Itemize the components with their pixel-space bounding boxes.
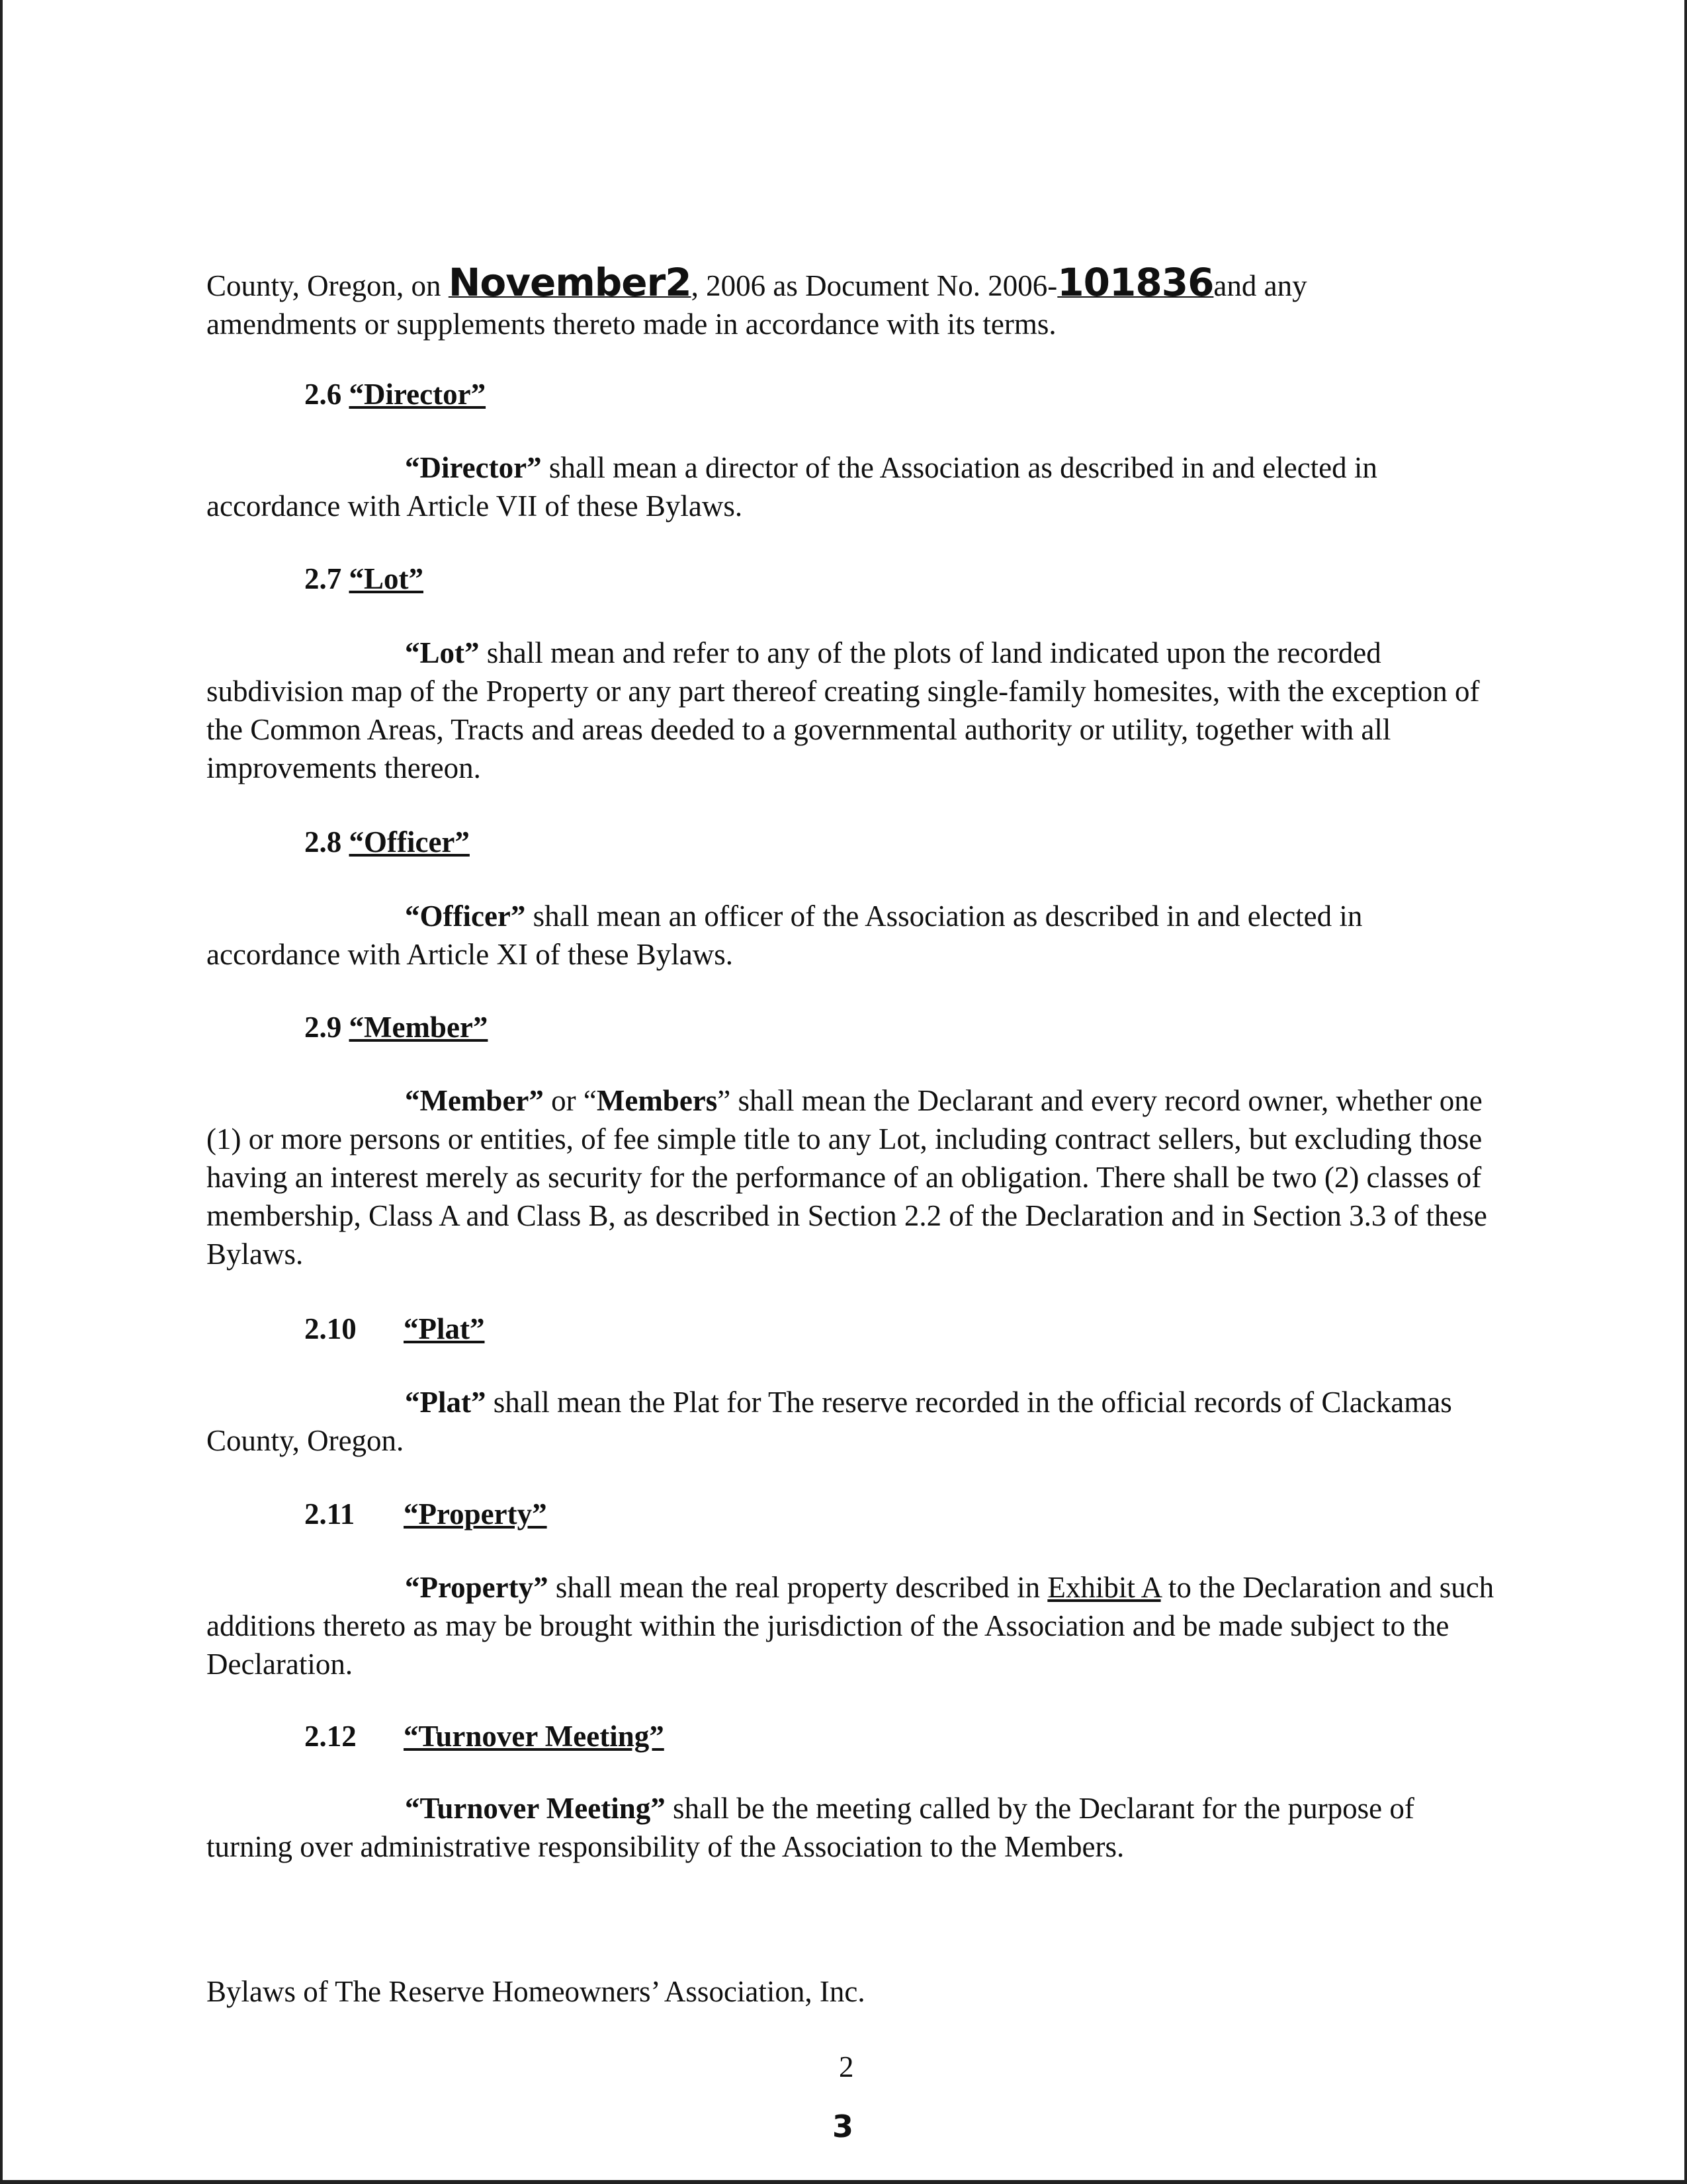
section-number: 2.11 — [304, 1497, 355, 1531]
definition-text: shall mean a director of the Association as described in and elected in accordance with Article VII of these Bylaws. — [206, 451, 1377, 523]
section-heading-property — [304, 1495, 547, 1533]
section-number: 2.7 — [304, 562, 342, 595]
section-number: 2.10 — [304, 1312, 357, 1345]
intro-text-b: , 2006 as Document No. 2006- — [691, 269, 1058, 302]
definition-text-b: to the Declaration and such additions thereto as may be brought within the jurisdiction of the Association and be made subject to the Declaration. — [206, 1571, 1494, 1681]
defined-term: “Member” — [405, 1084, 544, 1117]
intro-text-c: and any — [1213, 269, 1307, 302]
definition-text: ” shall mean the Declarant and every record owner, whether one (1) or more persons or entities, of fee simple title to any Lot, including contract sellers, but excluding those having an interest merely as security for the performance of an obligation. There shall be two (2) classes of membership, Class A and Class B, as described in Section 2.2 of the Declaration and in Section 3.3 of these Bylaws. — [206, 1084, 1487, 1271]
section-body-lot — [206, 634, 1500, 787]
section-body-officer — [206, 897, 1500, 974]
section-body-plat — [206, 1383, 1500, 1460]
intro-text-a: County, Oregon, on — [206, 269, 449, 302]
section-title: “Officer” — [349, 825, 470, 859]
scan-border-left — [0, 0, 3, 2184]
definition-text-mid: or “ — [543, 1084, 597, 1117]
handwritten-document-number: 101836 — [1057, 260, 1214, 305]
section-number: 2.9 — [304, 1011, 342, 1044]
defined-term-plural: Members — [596, 1084, 718, 1117]
definition-text: shall mean the Plat for The reserve recorded in the official records of Clackamas County, Oregon. — [206, 1386, 1452, 1457]
section-heading-director — [304, 375, 486, 413]
definition-text-a: shall mean the real property described in — [548, 1571, 1048, 1604]
section-title: “Member” — [349, 1011, 488, 1044]
section-title: “Property” — [404, 1497, 547, 1531]
section-heading-member — [304, 1008, 488, 1046]
section-number: 2.6 — [304, 378, 342, 411]
section-title: “Director” — [349, 378, 486, 411]
defined-term: “Turnover Meeting” — [405, 1792, 666, 1825]
defined-term: “Officer” — [405, 900, 526, 933]
defined-term: “Lot” — [405, 636, 480, 669]
handwritten-date: November2 — [448, 260, 691, 305]
defined-term: “Property” — [405, 1571, 548, 1604]
scan-border-bottom — [0, 2180, 1687, 2184]
section-number: 2.12 — [304, 1720, 357, 1753]
definition-text: shall mean an officer of the Association as described in and elected in accordance with Article XI of these Bylaws. — [206, 900, 1363, 971]
definition-text: shall mean and refer to any of the plots of land indicated upon the recorded subdivision map of the Property or any part thereof creating single-family homesites, with the exception of the Common Areas, Tracts and areas deeded to a governmental authority or utility, together with all improvements thereon. — [206, 636, 1480, 784]
defined-term: “Director” — [405, 451, 542, 484]
section-title: “Plat” — [404, 1312, 485, 1345]
handwritten-page-mark: 3 — [832, 2109, 854, 2144]
section-heading-officer — [304, 823, 470, 861]
intro-line-2: amendments or supplements thereto made in accordance with its terms. — [206, 308, 1057, 341]
definition-text: shall be the meeting called by the Declarant for the purpose of turning over administrative responsibility of the Association to the Members. — [206, 1792, 1414, 1863]
section-title: “Lot” — [349, 562, 423, 595]
defined-term: “Plat” — [405, 1386, 486, 1419]
document-footer: Bylaws of The Reserve Homeowners’ Association, Inc. — [206, 1975, 865, 2008]
section-number: 2.8 — [304, 825, 342, 859]
section-heading-lot — [304, 560, 423, 598]
intro-paragraph — [206, 260, 1503, 343]
section-heading-plat — [304, 1310, 484, 1348]
section-body-member — [206, 1081, 1500, 1273]
section-body-turnover-meeting — [206, 1789, 1500, 1866]
section-body-director — [206, 448, 1500, 525]
section-title: “Turnover Meeting” — [404, 1720, 664, 1753]
scan-border-right — [1684, 0, 1687, 2184]
section-body-property — [206, 1568, 1500, 1683]
exhibit-reference: Exhibit A — [1047, 1571, 1161, 1604]
section-heading-turnover-meeting — [304, 1717, 664, 1755]
page-number: 2 — [839, 2050, 854, 2083]
